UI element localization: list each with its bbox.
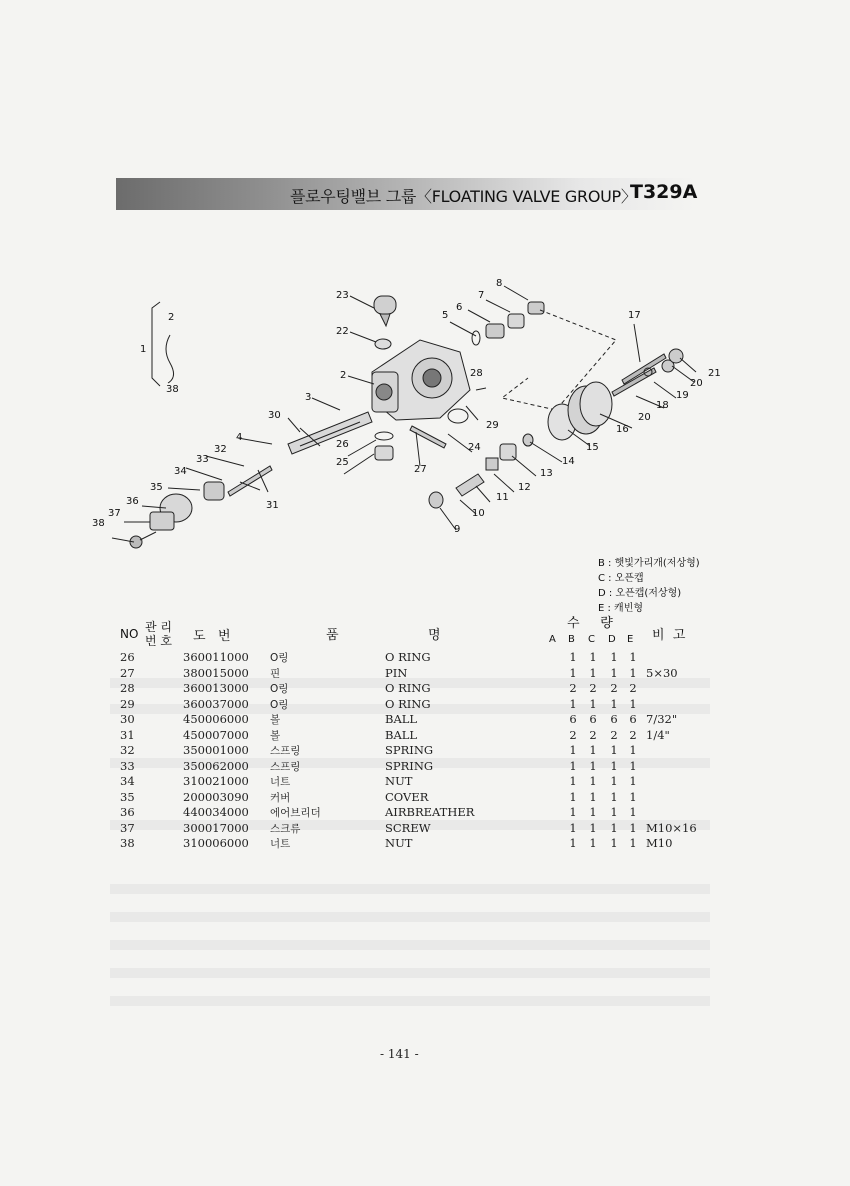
legend-item: E : 캐빈형 [598,603,644,614]
row-qty-d: 1 [610,820,618,835]
callout-label: 11 [496,492,509,503]
row-drawing-no: 350001000 [183,743,249,757]
row-remarks: 7/32" [646,712,678,726]
row-name-en: BALL [385,712,418,726]
row-name-kr: O링 [270,683,289,695]
row-drawing-no: 350062000 [183,758,249,773]
callout-label: 16 [616,424,629,435]
row-qty-b: 1 [569,743,577,757]
row-name-en: SCREW [385,820,431,835]
col-qty: 수 량 [567,616,613,631]
col-drawing-no: 도 번 [193,629,231,644]
row-qty-c: 6 [589,712,597,726]
callout-label: 32 [214,444,227,455]
callout-label: 18 [656,400,669,411]
row-qty-c: 2 [589,681,597,695]
row-no: 37 [120,820,135,835]
row-drawing-no: 310006000 [183,836,249,850]
row-qty-b: 1 [569,650,577,664]
callout-label: 10 [472,508,485,519]
callout-label: 6 [456,302,463,313]
row-drawing-no: 360013000 [183,681,249,695]
callout-label: 3 [305,392,312,403]
row-qty-d: 1 [610,774,618,788]
row-no: 34 [120,774,135,788]
row-qty-b: 1 [569,805,577,819]
row-qty-c: 1 [589,805,597,819]
row-qty-e: 6 [629,712,637,726]
row-name-kr: 스프링 [270,760,301,773]
row-remarks: 5×30 [646,665,678,680]
row-qty-d: 1 [610,743,618,757]
row-drawing-no: 310021000 [183,774,249,788]
row-no: 28 [120,681,135,695]
row-name-kr: 볼 [270,729,281,742]
legend-item: B : 햇빛가리개(저상형) [598,558,700,569]
row-qty-e: 1 [629,743,637,757]
scan-stripe [110,996,710,1006]
row-drawing-no: 450006000 [183,712,249,726]
row-no: 35 [120,789,135,804]
row-qty-b: 2 [569,727,577,742]
callout-label: 35 [150,482,163,493]
callout-label: 24 [468,442,481,453]
page-title: 플로우팅밸브 그룹〈FLOATING VALVE GROUP〉 [290,187,637,206]
row-qty-d: 1 [610,665,618,680]
row-name-kr: 커버 [270,791,291,804]
row-qty-c: 1 [589,743,597,757]
callout-label: 2 [168,312,175,323]
callout-label: 38 [92,518,105,529]
callout-label: 5 [442,310,449,321]
col-mgmt-top: 관 리 [145,620,172,634]
col-name-right: 명 [428,628,441,643]
callout-label: 37 [108,508,121,519]
row-qty-d: 1 [610,836,618,850]
callout-label: 33 [196,454,209,465]
row-qty-b: 1 [569,789,577,804]
row-name-en: SPRING [385,758,434,773]
col-qty-e: E [627,634,634,645]
page-number: - 141 - [380,1047,419,1061]
row-name-en: COVER [385,789,429,804]
callout-label: 22 [336,326,349,337]
callout-label: 15 [586,442,599,453]
callout-label: 2 [340,370,347,381]
row-qty-c: 1 [589,836,597,850]
row-no: 26 [120,650,135,664]
row-name-kr: 스크류 [270,822,301,835]
row-name-kr: 볼 [270,714,281,726]
row-drawing-no: 360011000 [183,650,249,664]
row-qty-e: 1 [629,805,637,819]
row-name-kr: O링 [270,652,289,664]
row-qty-b: 1 [569,665,577,680]
row-name-en: PIN [385,665,408,680]
row-drawing-no: 300017000 [183,820,249,835]
legend-item: C : 오픈캡 [598,573,644,584]
row-qty-c: 1 [589,696,597,711]
row-qty-e: 2 [629,681,637,695]
callout-label: 34 [174,466,187,477]
row-qty-c: 1 [589,820,597,835]
col-remarks: 비 고 [652,628,686,643]
row-no: 30 [120,712,135,726]
callout-label: 30 [268,410,281,421]
callout-label: 38 [166,384,179,395]
row-qty-c: 1 [589,758,597,773]
row-name-kr: 너트 [270,776,291,788]
row-name-en: AIRBREATHER [385,805,475,819]
row-qty-d: 2 [610,727,618,742]
row-qty-e: 1 [629,758,637,773]
callout-label: 9 [454,524,461,535]
row-name-kr: 너트 [270,838,291,850]
legend-item: D : 오픈캡(저상형) [598,588,682,599]
row-qty-e: 1 [629,650,637,664]
scan-stripe [110,884,710,894]
row-remarks: M10 [646,836,673,850]
row-name-kr: O링 [270,698,289,711]
callout-label: 13 [540,468,553,479]
row-drawing-no: 450007000 [183,727,249,742]
callout-label: 29 [486,420,499,431]
callout-label: 19 [676,390,689,401]
callout-label: 20 [690,378,703,389]
row-qty-c: 2 [589,727,597,742]
row-qty-b: 1 [569,820,577,835]
callout-label: 28 [470,368,483,379]
row-qty-d: 1 [610,650,618,664]
row-name-en: O RING [385,650,431,664]
callout-label: 23 [336,290,349,301]
row-qty-c: 1 [589,789,597,804]
col-qty-a: A [549,634,556,645]
row-remarks: 1/4" [646,727,670,742]
row-qty-b: 1 [569,758,577,773]
callout-label: 20 [638,412,651,423]
col-mgmt-bottom: 번 호 [145,634,172,648]
row-no: 27 [120,665,135,680]
row-qty-b: 2 [569,681,577,695]
callout-label: 7 [478,290,485,301]
row-qty-b: 1 [569,774,577,788]
row-no: 31 [120,727,135,742]
callout-label: 1 [140,344,147,355]
row-qty-d: 2 [610,681,618,695]
callout-label: 4 [236,432,243,443]
row-qty-e: 1 [629,836,637,850]
group-code: T329A [630,181,698,203]
row-drawing-no: 440034000 [183,805,249,819]
row-qty-e: 1 [629,789,637,804]
row-qty-e: 1 [629,820,637,835]
variant-legend [598,556,700,616]
col-qty-d: D [608,634,616,645]
row-qty-b: 6 [569,712,577,726]
row-qty-e: 1 [629,696,637,711]
row-name-en: NUT [385,774,413,788]
row-name-en: O RING [385,696,431,711]
row-name-kr: 핀 [270,667,281,680]
row-qty-b: 1 [569,836,577,850]
row-qty-d: 1 [610,696,618,711]
callout-label: 17 [628,310,641,321]
row-no: 29 [120,696,135,711]
callout-label: 36 [126,496,139,507]
scan-stripe [110,912,710,922]
row-no: 38 [120,836,135,850]
row-qty-d: 1 [610,805,618,819]
scan-stripe [110,968,710,978]
row-qty-d: 1 [610,789,618,804]
row-name-kr: 스프링 [270,745,301,757]
callout-label: 27 [414,464,427,475]
row-name-en: BALL [385,727,418,742]
callout-label: 21 [708,368,721,379]
row-qty-e: 2 [629,727,637,742]
row-qty-c: 1 [589,774,597,788]
callout-label: 14 [562,456,575,467]
col-name-left: 품 [326,628,339,643]
row-name-en: SPRING [385,743,434,757]
row-qty-d: 1 [610,758,618,773]
callout-label: 25 [336,457,349,468]
row-remarks: M10×16 [646,820,697,835]
row-drawing-no: 360037000 [183,696,249,711]
callout-label: 12 [518,482,531,493]
col-no: NO [120,627,139,641]
row-qty-c: 1 [589,650,597,664]
col-qty-c: C [588,634,595,645]
row-name-en: NUT [385,836,413,850]
row-qty-e: 1 [629,774,637,788]
col-qty-b: B [568,634,575,645]
row-no: 36 [120,805,135,819]
callout-label: 26 [336,439,349,450]
row-no: 32 [120,743,135,757]
scan-stripe [110,940,710,950]
row-qty-d: 6 [610,712,618,726]
row-no: 33 [120,758,135,773]
callout-label: 31 [266,500,279,511]
row-qty-e: 1 [629,665,637,680]
row-qty-b: 1 [569,696,577,711]
row-qty-c: 1 [589,665,597,680]
row-drawing-no: 380015000 [183,665,249,680]
row-name-en: O RING [385,681,431,695]
callout-label: 8 [496,278,503,289]
row-name-kr: 에어브리더 [270,807,321,819]
exploded-parts-diagram [0,260,850,560]
row-drawing-no: 200003090 [183,789,249,804]
